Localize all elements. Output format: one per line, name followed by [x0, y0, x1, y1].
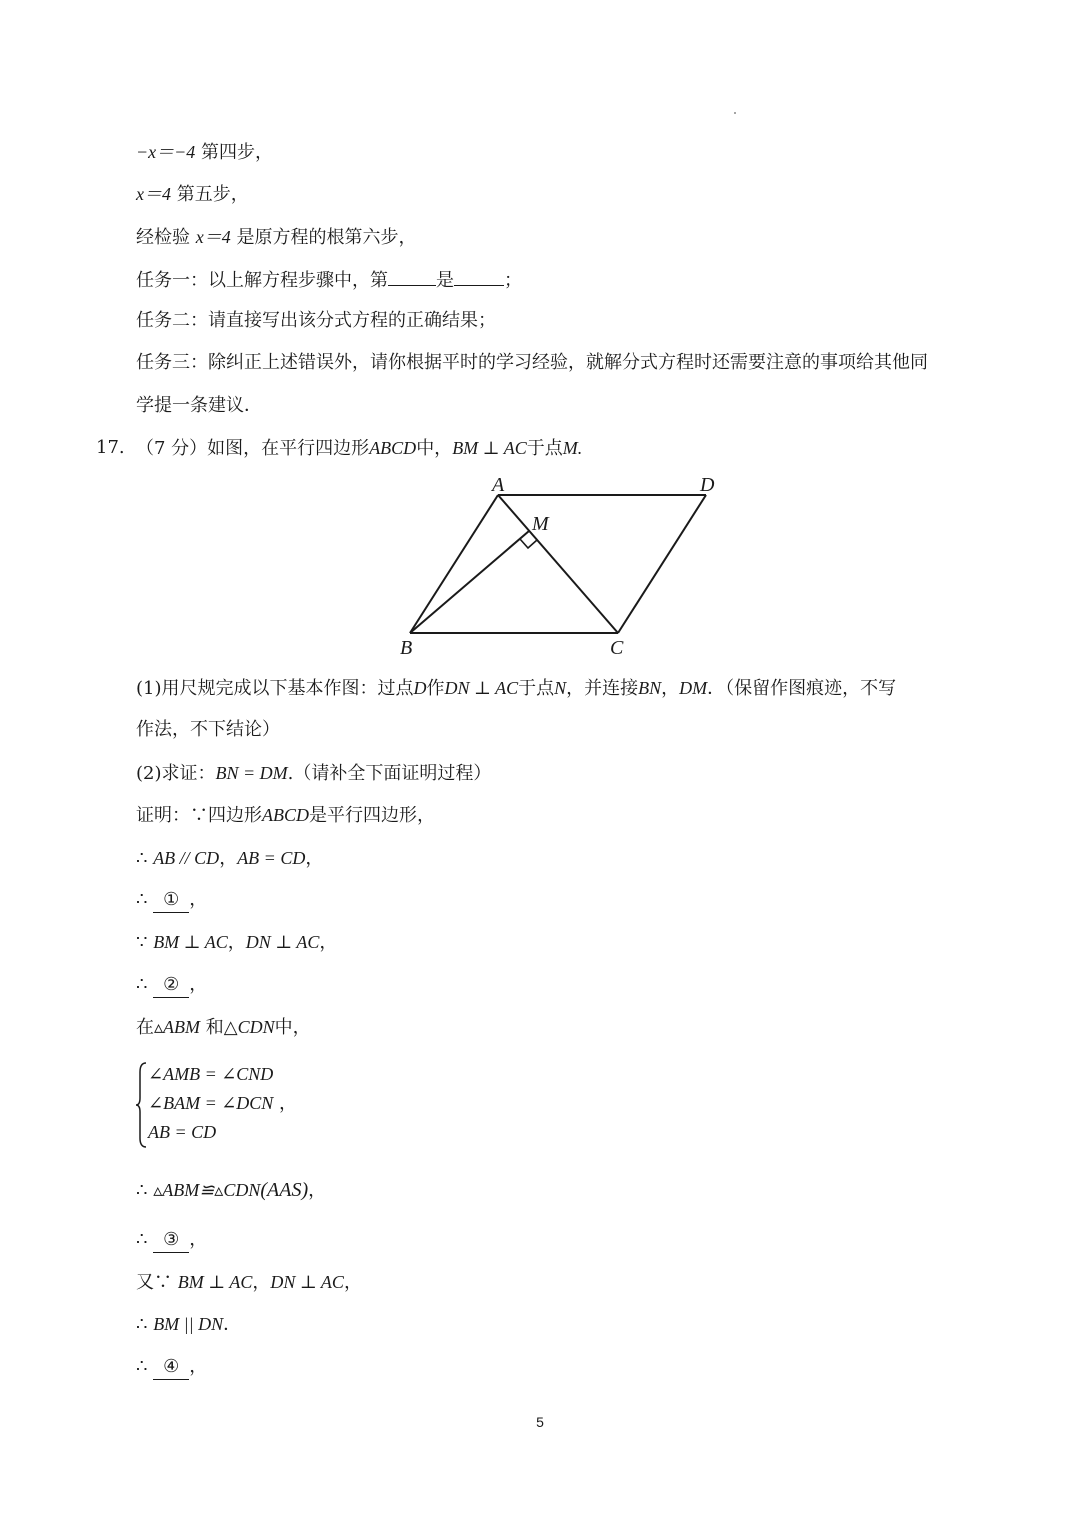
- task1-blank-2[interactable]: [454, 267, 504, 286]
- step6-equation: x＝4: [195, 227, 231, 247]
- parallel-statement: BM || DN: [153, 1314, 224, 1334]
- label-B: B: [400, 637, 413, 659]
- proof-l4-post: ，: [319, 932, 338, 953]
- part1-pre: (1)用尺规完成以下基本作图：过点: [136, 678, 414, 699]
- proof-l2-sep: ，: [219, 848, 238, 869]
- question-17-stem: [136, 436, 582, 461]
- proof-l10-post: ．: [223, 1314, 242, 1335]
- part1-dm: DM: [679, 678, 708, 698]
- blank-3[interactable]: ③: [153, 1228, 189, 1253]
- proof-l1-post: 是平行四边形，: [309, 805, 435, 826]
- blank-2[interactable]: ②: [153, 973, 189, 998]
- segment-DC: [618, 495, 706, 633]
- q17-condition: BM ⊥ AC: [452, 438, 527, 458]
- proof-l9-dn-perp: DN ⊥ AC: [270, 1272, 344, 1292]
- task1-post: ；: [504, 270, 522, 291]
- therefore-symbol: ∴: [136, 1356, 148, 1377]
- part2-post: .（请补全下面证明过程）: [287, 763, 492, 784]
- step4-text: 第四步，: [201, 142, 274, 163]
- condition-2-post: ，: [279, 1093, 298, 1114]
- part1-t3: ，并连接: [566, 678, 639, 699]
- page-number: 5: [536, 1414, 544, 1430]
- triangle-abm: ▵ABM: [154, 1017, 201, 1037]
- part1-line-2: 作法，不下结论）: [136, 719, 280, 740]
- part1-t1: 作: [426, 678, 445, 699]
- therefore-symbol: ∴: [136, 1180, 148, 1201]
- proof-l4-dn-perp: DN ⊥ AC: [245, 932, 320, 952]
- therefore-symbol: ∴: [136, 1229, 148, 1250]
- part1-point-d: D: [413, 678, 427, 698]
- condition-3: AB = CD: [148, 1122, 217, 1142]
- proof-l5-post: ，: [189, 974, 208, 995]
- proof-l3-post: ，: [189, 889, 208, 910]
- aas-reason: (AAS): [260, 1179, 309, 1201]
- segment-AC: [498, 495, 618, 633]
- segment-BM: [410, 531, 529, 633]
- task1-pre: 任务一：以上解方程步骤中，第: [136, 270, 388, 291]
- proof-l8-post: ，: [189, 1229, 208, 1250]
- proof-line-5: [136, 973, 207, 998]
- proof-line-9: [136, 1270, 362, 1295]
- proof-l9-sep: ，: [252, 1272, 271, 1293]
- proof-l9-bm-perp: BM ⊥ AC: [177, 1272, 253, 1292]
- proof-l7-post: ，: [308, 1180, 327, 1201]
- step5-line: [136, 182, 249, 207]
- part2-pre: (2)求证：: [136, 763, 216, 784]
- q17-point: M.: [562, 438, 583, 458]
- part2-line: [136, 761, 491, 786]
- congruence-statement: ▵ABM≌▵CDN: [153, 1180, 261, 1200]
- proof-line-3: [136, 888, 207, 913]
- segment-BA: [410, 495, 498, 633]
- step5-equation: x＝4: [136, 184, 171, 204]
- because-symbol: ∵: [136, 932, 148, 953]
- proof-line-1: [136, 803, 435, 828]
- question-number: 17.: [96, 437, 125, 458]
- step6-line: [136, 225, 416, 250]
- therefore-symbol: ∴: [136, 848, 148, 869]
- proof-line-7: [136, 1178, 326, 1203]
- task1-blank-1[interactable]: [388, 267, 436, 286]
- step5-text: 第五步，: [176, 184, 249, 205]
- triangle-cdn: △CDN: [223, 1017, 275, 1037]
- proof-l2-equal: AB = CD: [237, 848, 306, 868]
- part1-t4: ，: [661, 678, 680, 699]
- step4-line: [136, 140, 273, 165]
- label-A: A: [492, 474, 505, 496]
- part1-bn: BN: [638, 678, 662, 698]
- proof-l1-pre: 证明：∵四边形: [136, 805, 262, 826]
- part1-point-n: N: [554, 678, 567, 698]
- step6-text: 是原方程的根第六步，: [236, 227, 417, 248]
- right-angle-mark: [520, 539, 537, 548]
- proof-l6-pre: 在: [136, 1017, 154, 1038]
- proof-l2-parallel: AB // CD: [153, 848, 220, 868]
- part1-line-1: [136, 676, 896, 701]
- q17-shape: ABCD: [369, 438, 417, 458]
- label-M: M: [532, 513, 549, 535]
- condition-1: ∠AMB = ∠CND: [148, 1064, 274, 1084]
- proof-l2-post: ，: [305, 848, 324, 869]
- speck: [734, 112, 736, 114]
- condition-2-row: [136, 1089, 297, 1118]
- proof-line-10: [136, 1312, 241, 1337]
- blank-4[interactable]: ④: [153, 1355, 189, 1380]
- proof-l6-post: 中，: [274, 1017, 311, 1038]
- part1-t5: ．（保留作图痕迹，不写: [707, 678, 897, 699]
- q17-mid2: 于点: [526, 438, 563, 459]
- congruence-conditions: [136, 1060, 297, 1147]
- q17-mid: 中，: [416, 438, 453, 459]
- therefore-symbol: ∴: [136, 889, 148, 910]
- blank-1[interactable]: ①: [153, 888, 189, 913]
- step6-pre: 经检验: [136, 227, 190, 248]
- step4-equation: −x＝−4: [136, 142, 196, 162]
- label-C: C: [610, 637, 624, 659]
- proof-l9-pre: 又∵: [136, 1272, 172, 1293]
- proof-l4-bm-perp: BM ⊥ AC: [153, 932, 228, 952]
- therefore-symbol: ∴: [136, 1314, 148, 1335]
- parallelogram-figure: [380, 470, 740, 670]
- q17-pre: （7 分）如图，在平行四边形: [136, 438, 370, 459]
- proof-line-8: [136, 1228, 207, 1253]
- proof-l11-post: ，: [189, 1356, 208, 1377]
- task3-line-2: 学提一条建议．: [136, 395, 262, 416]
- task2-line: 任务二：请直接写出该分式方程的正确结果；: [136, 310, 496, 331]
- part1-dn-perp: DN ⊥ AC: [444, 678, 519, 698]
- therefore-symbol: ∴: [136, 974, 148, 995]
- task3-line-1: 任务三：除纠正上述错误外，请你根据平时的学习经验，就解分式方程时还需要注意的事项给其他同: [136, 352, 928, 373]
- proof-l4-sep: ，: [227, 932, 246, 953]
- proof-line-11: [136, 1355, 207, 1380]
- proof-line-2: [136, 846, 323, 871]
- part1-t2: 于点: [518, 678, 555, 699]
- proof-l6-mid: 和: [205, 1017, 224, 1038]
- proof-line-4: [136, 930, 337, 955]
- left-brace-icon: [136, 1062, 148, 1148]
- task1-mid: 是: [436, 270, 454, 291]
- task1-line: [136, 267, 522, 293]
- proof-l9-post: ，: [343, 1272, 362, 1293]
- proof-l1-shape: ABCD: [262, 805, 309, 825]
- proof-line-6: [136, 1015, 311, 1040]
- label-D: D: [700, 474, 715, 496]
- condition-2: ∠BAM = ∠DCN: [148, 1093, 274, 1113]
- part2-equation: BN = DM: [215, 763, 288, 783]
